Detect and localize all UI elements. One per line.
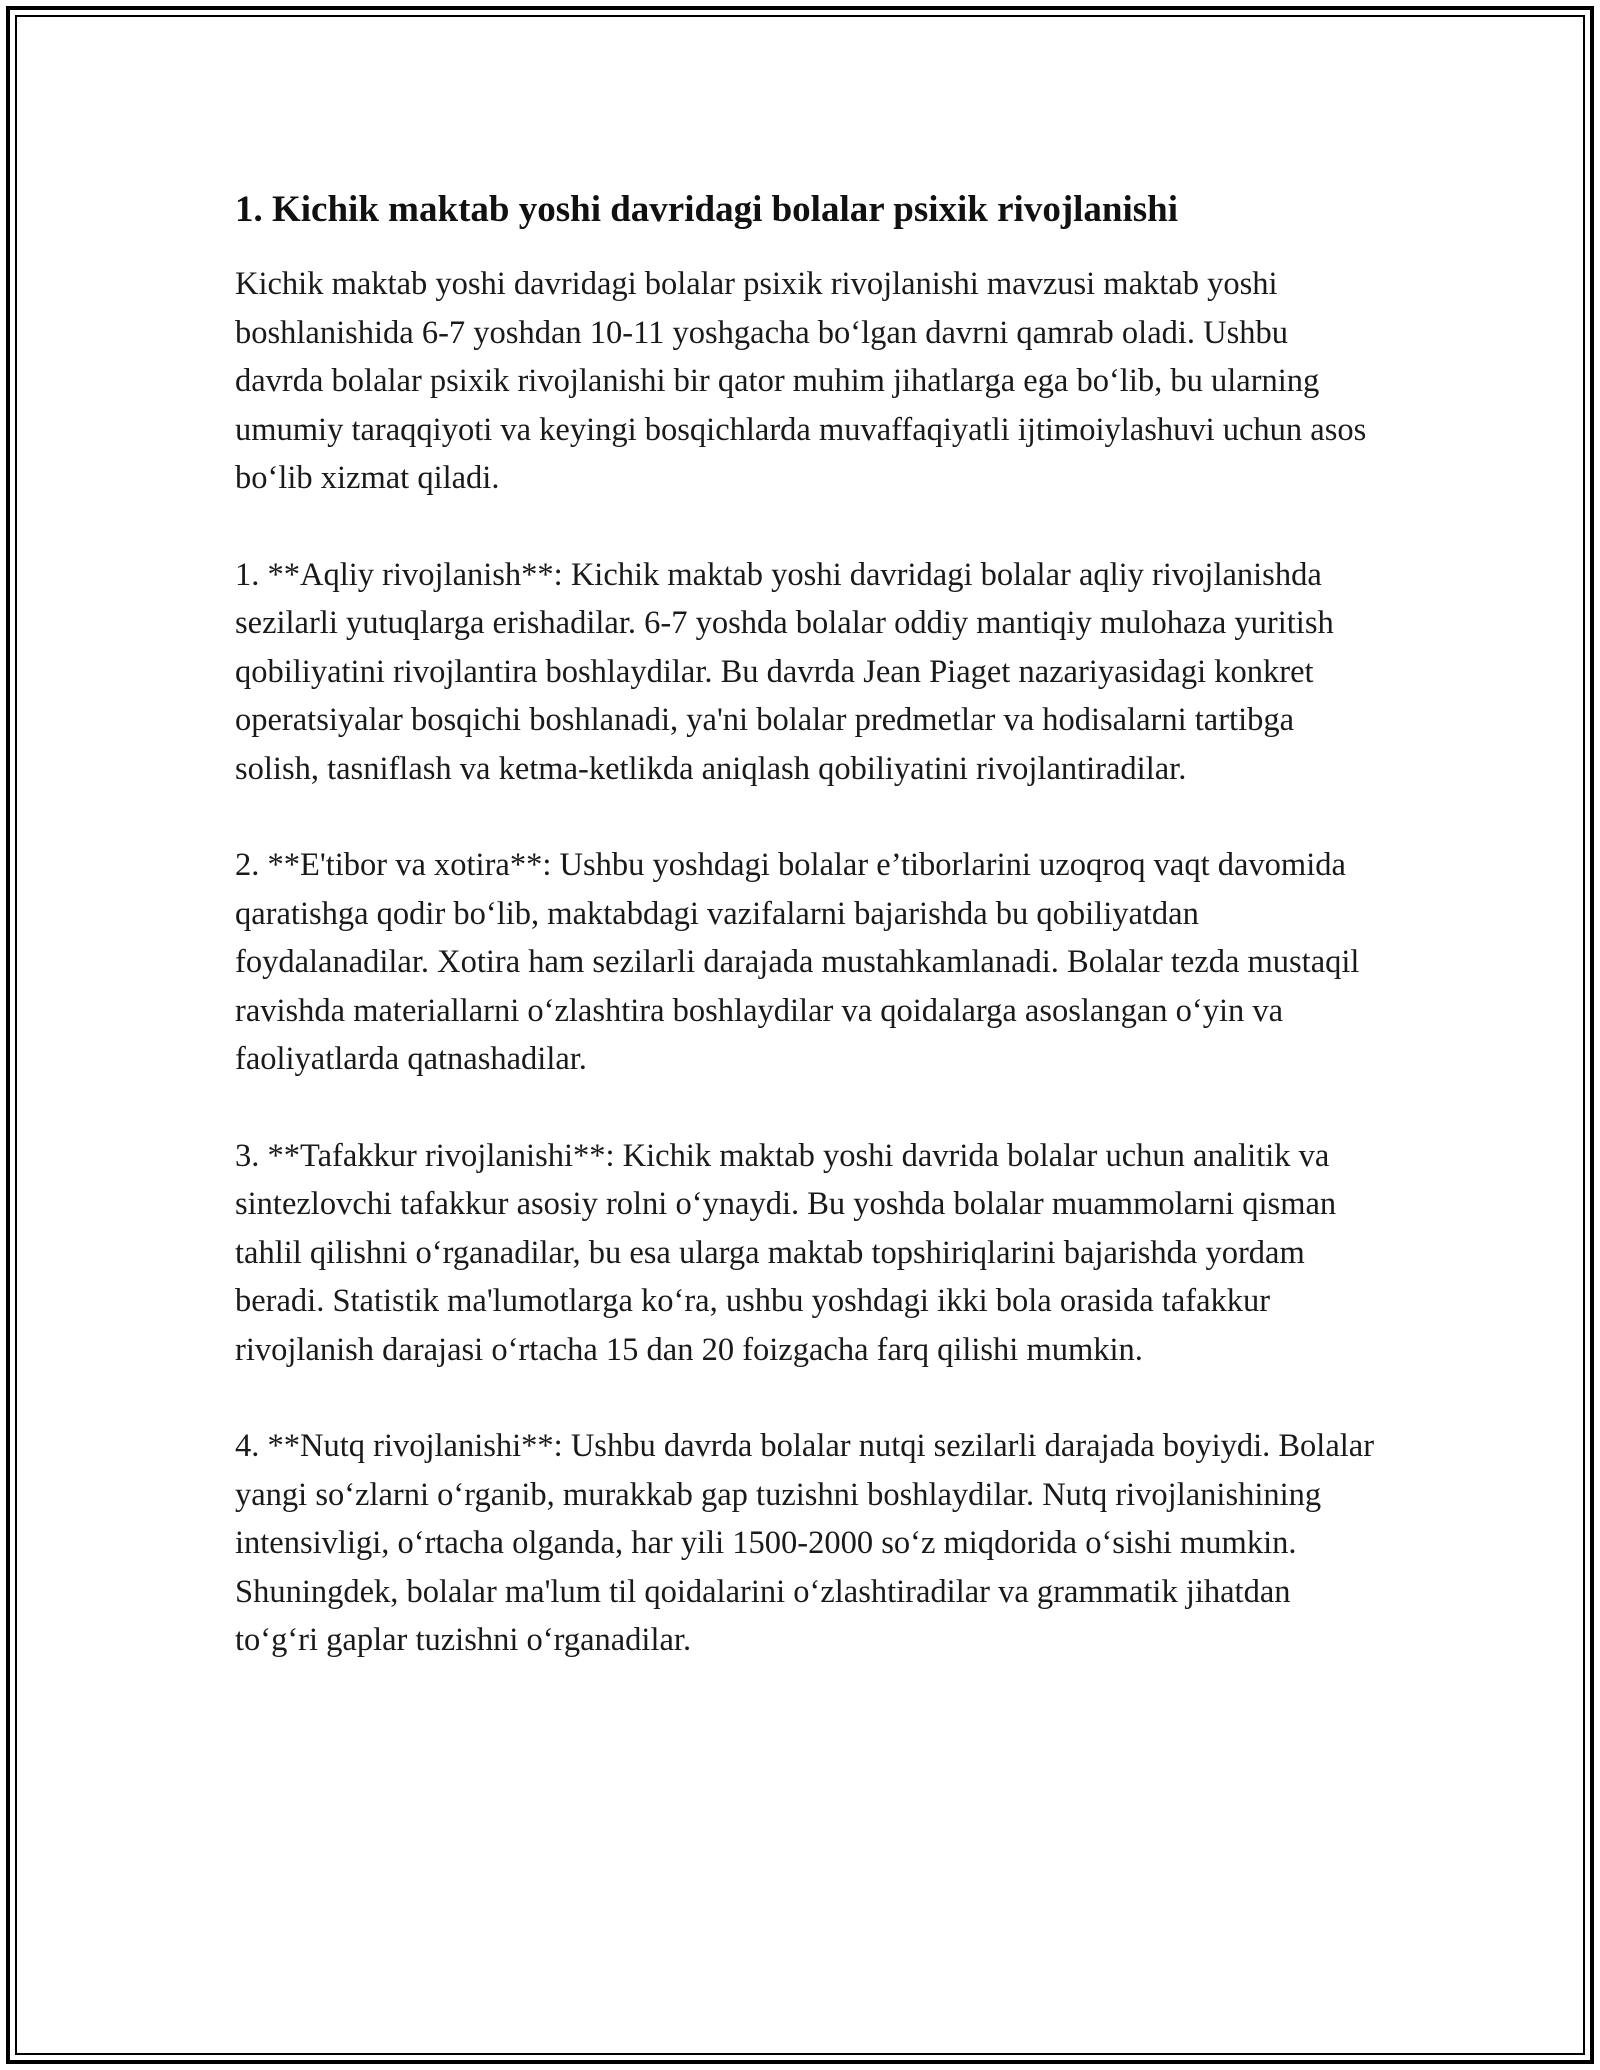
- paragraph-tafakkur-rivojlanishi: 3. **Tafakkur rivojlanishi**: Kichik maktab yoshi davrida bolalar uchun analitik va sintezlovchi tafakkur asosiy rolni o‘ynaydi. Bu yoshda bolalar muammolarni qisman tahlil qilishni o‘rganadilar, bu esa ularga maktab topshiriqlarini bajarishda yordam beradi. Statistik ma'lumotlarga ko‘ra, ushbu yoshdagi ikki bola orasida tafakkur rivojlanish darajasi o‘rtacha 15 dan 20 foizgacha farq qilishi mumkin.: [235, 1137, 1337, 1368]
- paragraph-etibor-va-xotira: 2. **E'tibor va xotira**: Ushbu yoshdagi bolalar e’tiborlarini uzoqroq vaqt davomida qaratishga qodir bo‘lib, maktabdagi vazifalarni bajarishda bu qobiliyatdan foydalanadilar. Xotira ham sezilarli darajada mustahkamlanadi. Bolalar tezda mustaqil ravishda materiallarni o‘zlashtira boshlaydilar va qoidalarga asoslangan o‘yin va faoliyatlarda qatnashadilar.: [235, 847, 1360, 1077]
- paragraph-nutq-rivojlanishi: 4. **Nutq rivojlanishi**: Ushbu davrda bolalar nutqi sezilarli darajada boyiydi. Bolalar yangi so‘zlarni o‘rganib, murakkab gap tuzishni boshlaydilar. Nutq rivojlanishining intensivligi, o‘rtacha olganda, har yili 1500-2000 so‘z miqdorida o‘sishi mumkin. Shuningdek, bolalar ma'lum til qoidalarini o‘zlashtiradilar va grammatik jihatdan to‘g‘ri gaplar tuzishni o‘rganadilar.: [235, 1428, 1375, 1658]
- intro-paragraph: Kichik maktab yoshi davridagi bolalar psixik rivojlanishi mavzusi maktab yoshi boshlanishida 6-7 yoshdan 10-11 yoshgacha bo‘lgan davrni qamrab oladi. Ushbu davrda bolalar psixik rivojlanishi bir qator muhim jihatlarga ega bo‘lib, bu ularning umumiy taraqqiyoti va keyingi bosqichlarda muvaffaqiyatli ijtimoiylashuvi uchun asos bo‘lib xizmat qiladi.: [235, 266, 1367, 496]
- document-body: [235, 186, 1375, 1713]
- paragraph-aqliy-rivojlanish: 1. **Aqliy rivojlanish**: Kichik maktab yoshi davridagi bolalar aqliy rivojlanishda sezilarli yutuqlarga erishadilar. 6-7 yoshda bolalar oddiy mantiqiy mulohaza yuritish qobiliyatini rivojlantira boshlaydilar. Bu davrda Jean Piaget nazariyasidagi konkret operatsiyalar bosqichi boshlanadi, ya'ni bolalar predmetlar va hodisalarni tartibga solish, tasniflash va ketma-ketlikda aniqlash qobiliyatini rivojlantiradilar.: [235, 556, 1334, 787]
- document-title: 1. Kichik maktab yoshi davridagi bolalar psixik rivojlanishi: [235, 189, 1179, 230]
